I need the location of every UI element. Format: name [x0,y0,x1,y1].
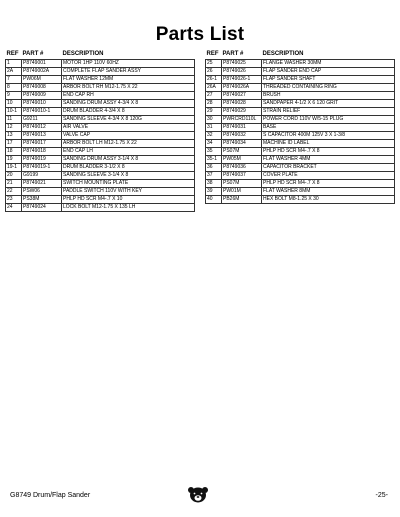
part-number-cell: PWRCRD110L [222,116,262,124]
description-cell: PHLP HD SCR M4-.7 X 8 [262,148,395,156]
part-number-cell: P8749010 [22,100,62,108]
part-number-cell: P8749012 [22,124,62,132]
table-row [6,132,195,140]
table-row [6,68,195,76]
part-number-cell: P8749026A [222,84,262,92]
ref-cell: 26 [206,68,222,76]
description-cell: ARBOR BOLT RH M12-1.75 X 22 [62,84,195,92]
ref-cell: 30 [206,116,222,124]
table-row [6,156,195,164]
description-cell: MACHINE ID LABEL [262,140,395,148]
table-row [206,164,395,172]
table-row [206,148,395,156]
description-cell: POWER CORD 110V W/5-15 PLUG [262,116,395,124]
ref-cell: 2A [6,68,22,76]
part-number-cell: P8749027 [222,92,262,100]
ref-cell: 26-1 [206,76,222,84]
ref-cell: 26A [206,84,222,92]
table-row [6,164,195,172]
table-row [6,100,195,108]
part-number-cell: P8749019-1 [22,164,62,172]
ref-cell: 1 [6,60,22,68]
description-cell: BRUSH [262,92,395,100]
part-number-cell: P8749001 [22,60,62,68]
part-number-cell: P8749034 [222,140,262,148]
description-cell: THREADED CONTAINING RING [262,84,395,92]
ref-cell: 32 [206,132,222,140]
ref-cell: 9 [6,92,22,100]
description-cell: COMPLETE FLAP SANDER ASSY [62,68,195,76]
ref-cell: 39 [206,188,222,196]
table-row [206,92,395,100]
description-cell: DRUM BLADDER 4-3/4 X 8 [62,108,195,116]
ref-cell: 13 [6,132,22,140]
part-number-cell: P8749026-1 [222,76,262,84]
part-number-cell: P8749017 [22,140,62,148]
table-row [6,180,195,188]
description-cell: LOCK BOLT M12-1.75 X 135 LH [62,204,195,212]
table-row [206,132,395,140]
ref-header: REF [6,51,19,57]
table-row [206,100,395,108]
table-row [206,196,395,204]
description-cell: FLAT WASHER 4MM [262,156,395,164]
description-cell: SWITCH MOUNTING PLATE [62,180,195,188]
ref-cell: 36 [206,164,222,172]
part-number-cell: P8749032 [222,132,262,140]
table-row [6,148,195,156]
table-header-row [206,50,395,60]
table-row [206,116,395,124]
part-number-cell: G9211 [22,116,62,124]
part-number-cell: P8749013 [22,132,62,140]
description-cell: DRUM BLADDER 3-1/2 X 8 [62,164,195,172]
ref-cell: 35-1 [206,156,222,164]
ref-cell: 19-1 [6,164,22,172]
table-row [206,84,395,92]
part-number-cell: P8749036 [222,164,262,172]
description-cell: FLAT WASHER 12MM [62,76,195,84]
ref-cell: 40 [206,196,222,204]
table-row [206,124,395,132]
table-row [206,180,395,188]
ref-cell: 28 [206,100,222,108]
table-row [6,84,195,92]
description-cell: BASE [262,124,395,132]
table-row [6,116,195,124]
ref-cell: 29 [206,108,222,116]
part-header: PART # [22,51,44,57]
description-cell: PHLP HD SCR M4-.7 X 8 [262,180,395,188]
description-cell: SANDING SLEEVE 3-1/4 X 8 [62,172,195,180]
description-cell: SANDING DRUM ASSY 4-3/4 X 8 [62,100,195,108]
description-cell: PADDLE SWITCH 110V WITH KEY [62,188,195,196]
part-header: PART # [222,51,244,57]
part-number-cell: P8749008 [22,84,62,92]
description-cell: FLAP SANDER SHAFT [262,76,395,84]
part-number-cell: PW05M [222,156,262,164]
part-number-cell: PB26M [222,196,262,204]
description-cell: FLANGE WASHER 30MM [262,60,395,68]
table-header-row [6,50,195,60]
part-number-cell: P8749019 [22,156,62,164]
parts-table-right [205,50,395,204]
ref-cell: 10 [6,100,22,108]
description-cell: AIR VALVE [62,124,195,132]
description-cell: FLAT WASHER 8MM [262,188,395,196]
ref-cell: 12 [6,124,22,132]
ref-cell: 25 [206,60,222,68]
description-header: DESCRIPTION [62,51,104,57]
description-cell: SANDING SLEEVE 4-3/4 X 8 120G [62,116,195,124]
description-cell: COVER PLATE [262,172,395,180]
table-row [6,60,195,68]
ref-header: REF [206,51,219,57]
table-row [6,124,195,132]
description-header: DESCRIPTION [262,51,304,57]
ref-cell: 34 [206,140,222,148]
description-cell: HEX BOLT M8-1.25 X 30 [262,196,395,204]
description-cell: END CAP LH [62,148,195,156]
table-row [206,172,395,180]
table-row [6,108,195,116]
ref-cell: 19 [6,156,22,164]
page-number: -25- [375,492,388,499]
description-cell: SANDPAPER 4-1/2 X 6 120 GRIT [262,100,395,108]
description-cell: CAPACITOR BRACKET [262,164,395,172]
ref-cell: 24 [6,204,22,212]
ref-cell: 11 [6,116,22,124]
description-cell: FLAP SANDER END CAP [262,68,395,76]
description-cell: STRAIN RELIEF [262,108,395,116]
table-row [6,196,195,204]
table-row [6,76,195,84]
part-number-cell: PS38M [22,196,62,204]
ref-cell: 20 [6,172,22,180]
ref-cell: 21 [6,180,22,188]
part-number-cell: P8749026 [222,68,262,76]
table-row [206,68,395,76]
table-row [6,92,195,100]
table-row [206,140,395,148]
ref-cell: 31 [206,124,222,132]
part-number-cell: P8749010-1 [22,108,62,116]
part-number-cell: P8749025 [222,60,262,68]
table-row [206,108,395,116]
table-row [206,60,395,68]
part-number-cell: P8749031 [222,124,262,132]
table-row [206,188,395,196]
part-number-cell: PS07M [222,180,262,188]
table-row [6,188,195,196]
table-row [206,156,395,164]
description-cell: VALVE CAP [62,132,195,140]
description-cell: PHLP HD SCR M4-.7 X 10 [62,196,195,204]
part-number-cell: P8749021 [22,180,62,188]
part-number-cell: P8749002A [22,68,62,76]
ref-cell: 7 [6,76,22,84]
part-number-cell: P8749018 [22,148,62,156]
part-number-cell: PSW06 [22,188,62,196]
part-number-cell: PW01M [222,188,262,196]
part-number-cell: PW06M [22,76,62,84]
ref-cell: 38 [206,180,222,188]
ref-cell: 8 [6,84,22,92]
ref-cell: 18 [6,148,22,156]
ref-cell: 27 [206,92,222,100]
part-number-cell: P8749037 [222,172,262,180]
table-row [206,76,395,84]
table-row [6,204,195,212]
ref-cell: 37 [206,172,222,180]
table-row [6,172,195,180]
parts-table-left [5,50,195,212]
part-number-cell: G9199 [22,172,62,180]
part-number-cell: P8749024 [22,204,62,212]
description-cell: S CAPACITOR 400M 125V 3 X 1-3/8 [262,132,395,140]
part-number-cell: P8749028 [222,100,262,108]
ref-cell: 22 [6,188,22,196]
description-cell: ARBOR BOLT LH M12-1.75 X 22 [62,140,195,148]
part-number-cell: P8749009 [22,92,62,100]
ref-cell: 35 [206,148,222,156]
description-cell: MOTOR 1HP 110V 60HZ [62,60,195,68]
table-row [6,140,195,148]
ref-cell: 17 [6,140,22,148]
part-number-cell: PS07M [222,148,262,156]
page-title: Parts List [155,24,245,45]
grizzly-bear-logo-icon [187,486,209,504]
part-number-cell: P8749029 [222,108,262,116]
description-cell: END CAP RH [62,92,195,100]
ref-cell: 23 [6,196,22,204]
footer-model-name: G8749 Drum/Flap Sander [10,492,91,499]
ref-cell: 10-1 [6,108,22,116]
description-cell: SANDING DRUM ASSY 3-1/4 X 8 [62,156,195,164]
